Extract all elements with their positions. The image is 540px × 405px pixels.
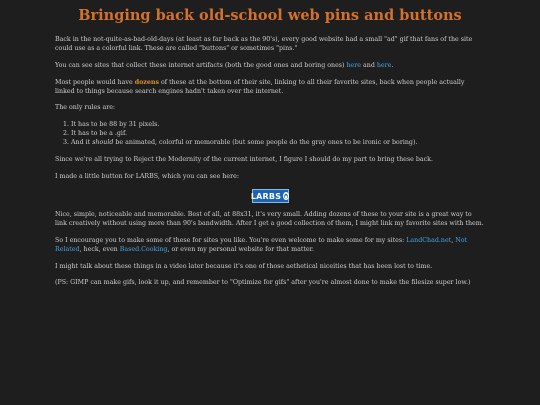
- emphasis-dozens: dozens: [134, 78, 160, 86]
- size-paragraph: Nice, simple, noticeable and memorable. Best of all, at 88x31, it's very small. Adding dozens of these to your site is a great way to link creatively without using more than 90's bandwidth. After I get a good collection of them, I might link my favorite sites with them.: [55, 211, 484, 228]
- page-title: Bringing back old-school web pins and buttons: [78, 7, 462, 24]
- collection-link-1[interactable]: here: [346, 62, 362, 70]
- collections-paragraph: You can see sites that collect these internet artifacts (both the good ones and boring ones) here and here.: [55, 62, 394, 70]
- larbs-button-label: LARBS: [250, 191, 282, 201]
- rules-intro: The only rules are:: [55, 104, 116, 112]
- rule-item: 1. It has to be 88 by 31 pixels.: [71, 121, 485, 130]
- video-paragraph: I might talk about these things in a video later because it's one of those aethetical niceities that has been lost to time.: [55, 262, 433, 270]
- encourage-paragraph: So I encourage you to make some of these for sites you like. You're even welcome to make some for my sites: LandChad.net, Not Related, heck, even Based.Cooking, or even my personal website for that matter.: [55, 236, 468, 253]
- penguin-icon: [283, 192, 289, 200]
- larbs-button[interactable]: [252, 189, 289, 203]
- modernity-paragraph: Since we're all trying to Reject the Modernity of the current internet, I figure I should do my part to bring these back.: [55, 155, 433, 163]
- button-container: [55, 189, 485, 203]
- intro-paragraph: Back in the not-quite-as-bad-old-days (at least as far back as the 90's), every good website had a small "ad" gif that fans of the site could use as a colorful link. These are called "buttons" or sometimes "pins.": [55, 36, 473, 53]
- button-intro-paragraph: I made a little button for LARBS, which you can see here:: [55, 172, 239, 180]
- rule-item: 2. It has to be a .gif.: [71, 130, 485, 139]
- history-paragraph: Most people would have dozens of these at the bottom of their site, linking to all their favorite sites, back when people actually linked to things because search engines hadn't taken over the internet.: [55, 78, 465, 95]
- based-cooking-link[interactable]: Based.Cooking: [119, 245, 168, 253]
- collection-link-2[interactable]: here: [376, 62, 392, 70]
- not-related-link[interactable]: Not Related: [55, 236, 468, 253]
- ps-paragraph: (PS: GIMP can make gifs, look it up, and remember to "Optimize for gifs" after you're almost done to make the filesize super low.): [55, 279, 471, 287]
- rule-item: 3. And it should be animated, colorful or memorable (but some people do the gray ones to be ironic or boring).: [71, 139, 485, 148]
- rules-list: [55, 121, 485, 147]
- article: [55, 0, 485, 288]
- landchad-link[interactable]: LandChad.net: [406, 236, 452, 244]
